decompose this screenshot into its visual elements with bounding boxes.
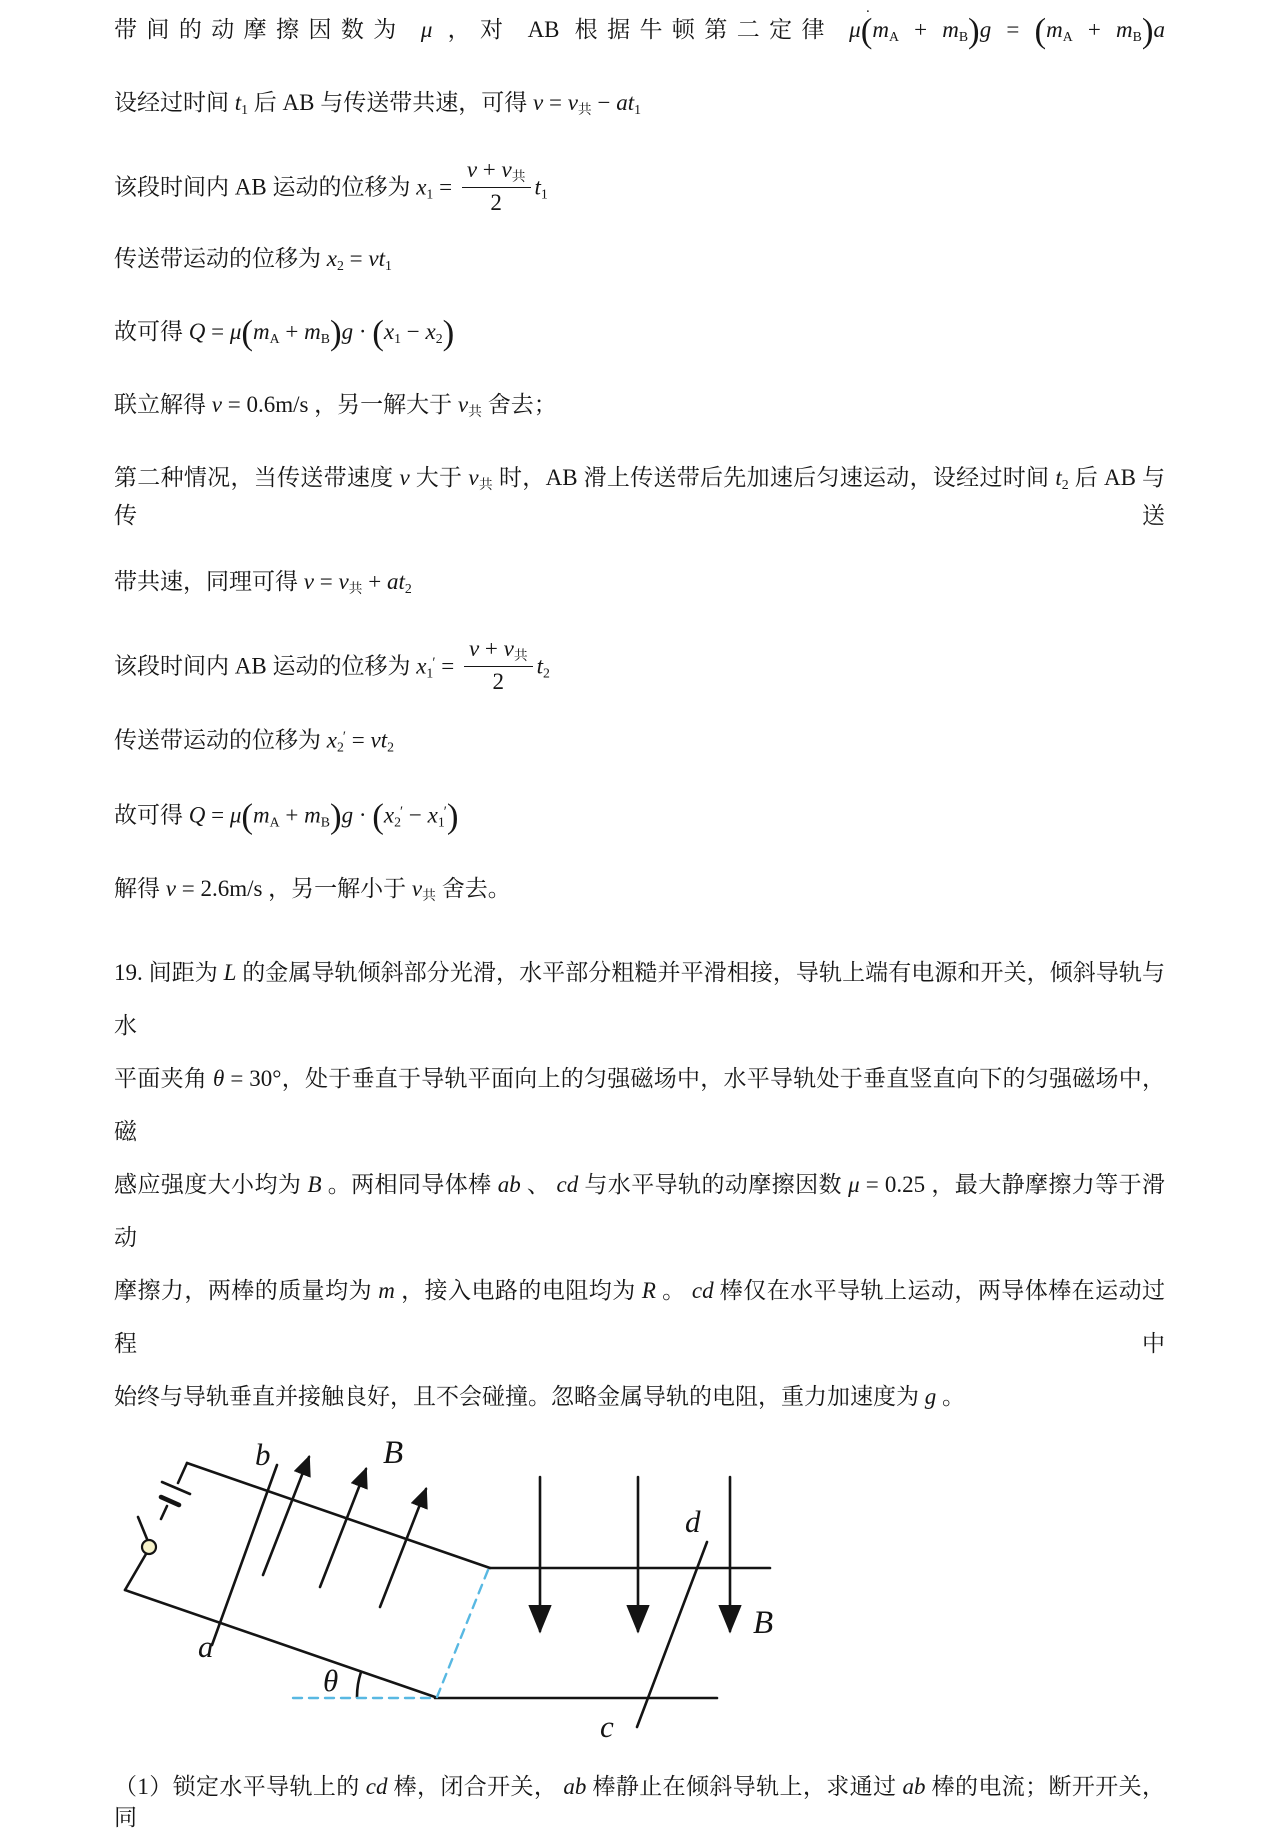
rod-ab xyxy=(212,1465,277,1645)
label-field-incline: B xyxy=(383,1434,404,1471)
solution-section-line-5: 故可得 Q = μ(mA + mB)g · (x1 − x2) xyxy=(114,312,455,352)
label-theta: θ xyxy=(323,1662,339,1698)
field-arrow-up-icon xyxy=(263,1457,309,1575)
solution-section-line-3: 该段时间内 AB 运动的位移为 x1 = $\frac{\text{v + v共}}{2}$ t1 xyxy=(114,157,548,215)
solution-section xyxy=(114,11,1166,911)
circuit-diagram xyxy=(95,1435,795,1765)
dashed-edge xyxy=(437,1570,488,1697)
stray-mark: . xyxy=(866,0,870,16)
solution-section-line-11: 故可得 Q = μ(mA + mB)g · (x2′ − x1′) xyxy=(114,796,459,836)
incline-rail-top xyxy=(187,1463,490,1568)
solution-section-line-10: 传送带运动的位移为 x2′ = vt2 xyxy=(114,726,394,755)
theta-arc xyxy=(357,1672,361,1697)
problem-19-line-3: 感应强度大小均为 B 。两相同导体棒 ab 、 cd 与水平导轨的动摩擦因数 μ = 0.25 ，最大静摩擦力等于滑动 xyxy=(114,1171,1166,1250)
incline-rail-bottom xyxy=(125,1590,435,1697)
problem-19-line-5: 始终与导轨垂直并接触良好，且不会碰撞。忽略金属导轨的电阻，重力加速度为 g 。 xyxy=(114,1383,965,1409)
solution-section-line-2: 设经过时间 t1 后 AB 与传送带共速，可得 v = v共 − at1 xyxy=(114,90,641,118)
solution-section-line-4: 传送带运动的位移为 x2 = vt1 xyxy=(114,245,392,273)
label-b: b xyxy=(255,1436,271,1472)
solution-section-line-9: 该段时间内 AB 运动的位移为 x1′ = $\frac{\text{v + v共}}{2}$ t2 xyxy=(114,636,550,694)
solution-section-line-8: 带共速，同理可得 v = v共 + at2 xyxy=(114,569,412,597)
problem-19 xyxy=(114,946,1165,1423)
field-arrow-up-icon xyxy=(380,1489,426,1607)
label-field-horizontal: B xyxy=(753,1604,774,1641)
switch-icon xyxy=(125,1517,156,1590)
problem-19-line-1: 19. 间距为 L 的金属导轨倾斜部分光滑，水平部分粗糙并平滑相接，导轨上端有电源和开关，倾斜导轨与水 xyxy=(114,959,1166,1038)
battery-icon xyxy=(161,1463,190,1519)
problem-19-line-2: 平面夹角 θ = 30°，处于垂直于导轨平面向上的匀强磁场中，水平导轨处于垂直竖直向下的匀强磁场中，磁 xyxy=(114,1065,1166,1144)
label-a: a xyxy=(198,1628,214,1664)
switch-pivot xyxy=(142,1540,156,1554)
question-part-1-line-1: （1）锁定水平导轨上的 cd 棒，闭合开关， ab 棒静止在倾斜导轨上，求通过 ab 棒的电流；断开开关，同 xyxy=(114,1773,1166,1830)
label-c: c xyxy=(600,1708,614,1744)
solution-section-line-1: 带间的动摩擦因数为 μ ，对 AB 根据牛顿第二定律 μ(mA + mB)g = (mA + mB)a xyxy=(114,11,1165,51)
question-part-1 xyxy=(114,1771,1165,1833)
solution-section-line-12: 解得 v = 2.6m/s ，另一解小于 v共 舍去。 xyxy=(114,875,511,903)
label-d: d xyxy=(685,1503,701,1539)
problem-19-line-4: 摩擦力，两棒的质量均为 m ，接入电路的电阻均为 R 。 cd 棒仅在水平导轨上运动，两导体棒在运动过程中 xyxy=(114,1277,1166,1356)
solution-section-line-6: 联立解得 v = 0.6m/s ，另一解大于 v共 舍去； xyxy=(114,391,557,419)
field-arrow-up-icon xyxy=(320,1469,366,1587)
solution-section-line-7: 第二种情况，当传送带速度 v 大于 v共 时，AB 滑上传送带后先加速后匀速运动，设经过时间 t2 后 AB 与传送 xyxy=(114,464,1166,529)
